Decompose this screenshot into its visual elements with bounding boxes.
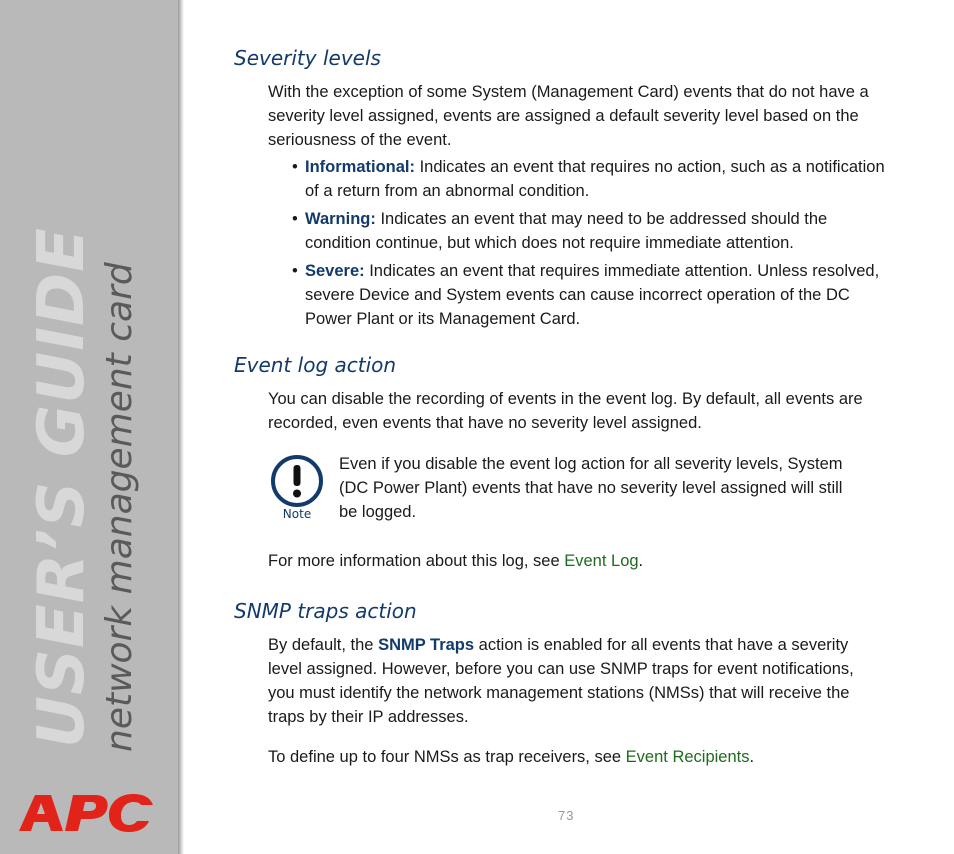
- bullet-warning: [292, 207, 895, 255]
- page-number: 73: [558, 808, 575, 823]
- more-info-suffix: .: [638, 552, 644, 570]
- guide-subtitle: network management card: [99, 262, 140, 752]
- apc-logo: [17, 793, 157, 833]
- event-log-more-info: [268, 549, 878, 573]
- snmp-recipients-paragraph: [268, 745, 878, 769]
- users-guide-title: USER’S GUIDE: [25, 227, 99, 748]
- sidebar-edge: [178, 0, 184, 854]
- note-label: Note: [282, 507, 312, 521]
- bullet-informational: [292, 155, 895, 203]
- snmp-p2-prefix: To define up to four NMSs as trap receivers, see: [268, 748, 626, 766]
- term-snmp-traps: SNMP Traps: [378, 636, 475, 654]
- bullet-warning-text: Indicates an event that may need to be addressed should the condition continue, but which does not require immediate attention.: [305, 210, 828, 252]
- bullet-dot: •: [292, 262, 298, 280]
- bullet-informational-text: Indicates an event that requires no action, such as a notification of a return from an abnormal condition.: [305, 158, 885, 200]
- event-recipients-link[interactable]: Event Recipients: [625, 748, 750, 766]
- exclamation-icon: [270, 455, 324, 507]
- note-text: Even if you disable the event log action for all severity levels, System (DC Power Plant) events that have no severity level assigned will still be logged.: [339, 455, 843, 521]
- bullet-severe: [292, 259, 895, 331]
- bullet-dot: •: [292, 210, 298, 228]
- severity-intro: With the exception of some System (Management Card) events that do not have a severity level assigned, events are assigned a default severity level based on the seriousness of the event.: [268, 83, 869, 149]
- severity-levels-heading: Severity levels: [234, 46, 381, 70]
- note-icon: [270, 455, 324, 525]
- term-informational: Informational:: [305, 158, 415, 176]
- snmp-p1-prefix: By default, the: [268, 636, 379, 654]
- event-log-link[interactable]: Event Log: [564, 552, 639, 570]
- bullet-dot: •: [292, 158, 298, 176]
- bullet-severe-text: Indicates an event that requires immediate attention. Unless resolved, severe Device and System events can cause incorrect operation of the DC Power Plant or its Management Card.: [305, 262, 880, 328]
- term-warning: Warning:: [305, 210, 376, 228]
- more-info-prefix: For more information about this log, see: [268, 552, 565, 570]
- snmp-traps-action-heading: SNMP traps action: [234, 599, 417, 623]
- term-severe: Severe:: [305, 262, 365, 280]
- event-log-intro: You can disable the recording of events in the event log. By default, all events are recorded, even events that have no severity level assigned.: [268, 390, 863, 432]
- snmp-p1-suffix: action is enabled for all events that have a severity level assigned. However, before you can use SNMP traps for event notifications, you must identify the network management stations (NMSs) that will receive the traps by their IP addresses.: [268, 636, 854, 726]
- event-log-action-heading: Event log action: [234, 353, 397, 377]
- snmp-p2-suffix: .: [749, 748, 755, 766]
- snmp-paragraph: [268, 633, 878, 729]
